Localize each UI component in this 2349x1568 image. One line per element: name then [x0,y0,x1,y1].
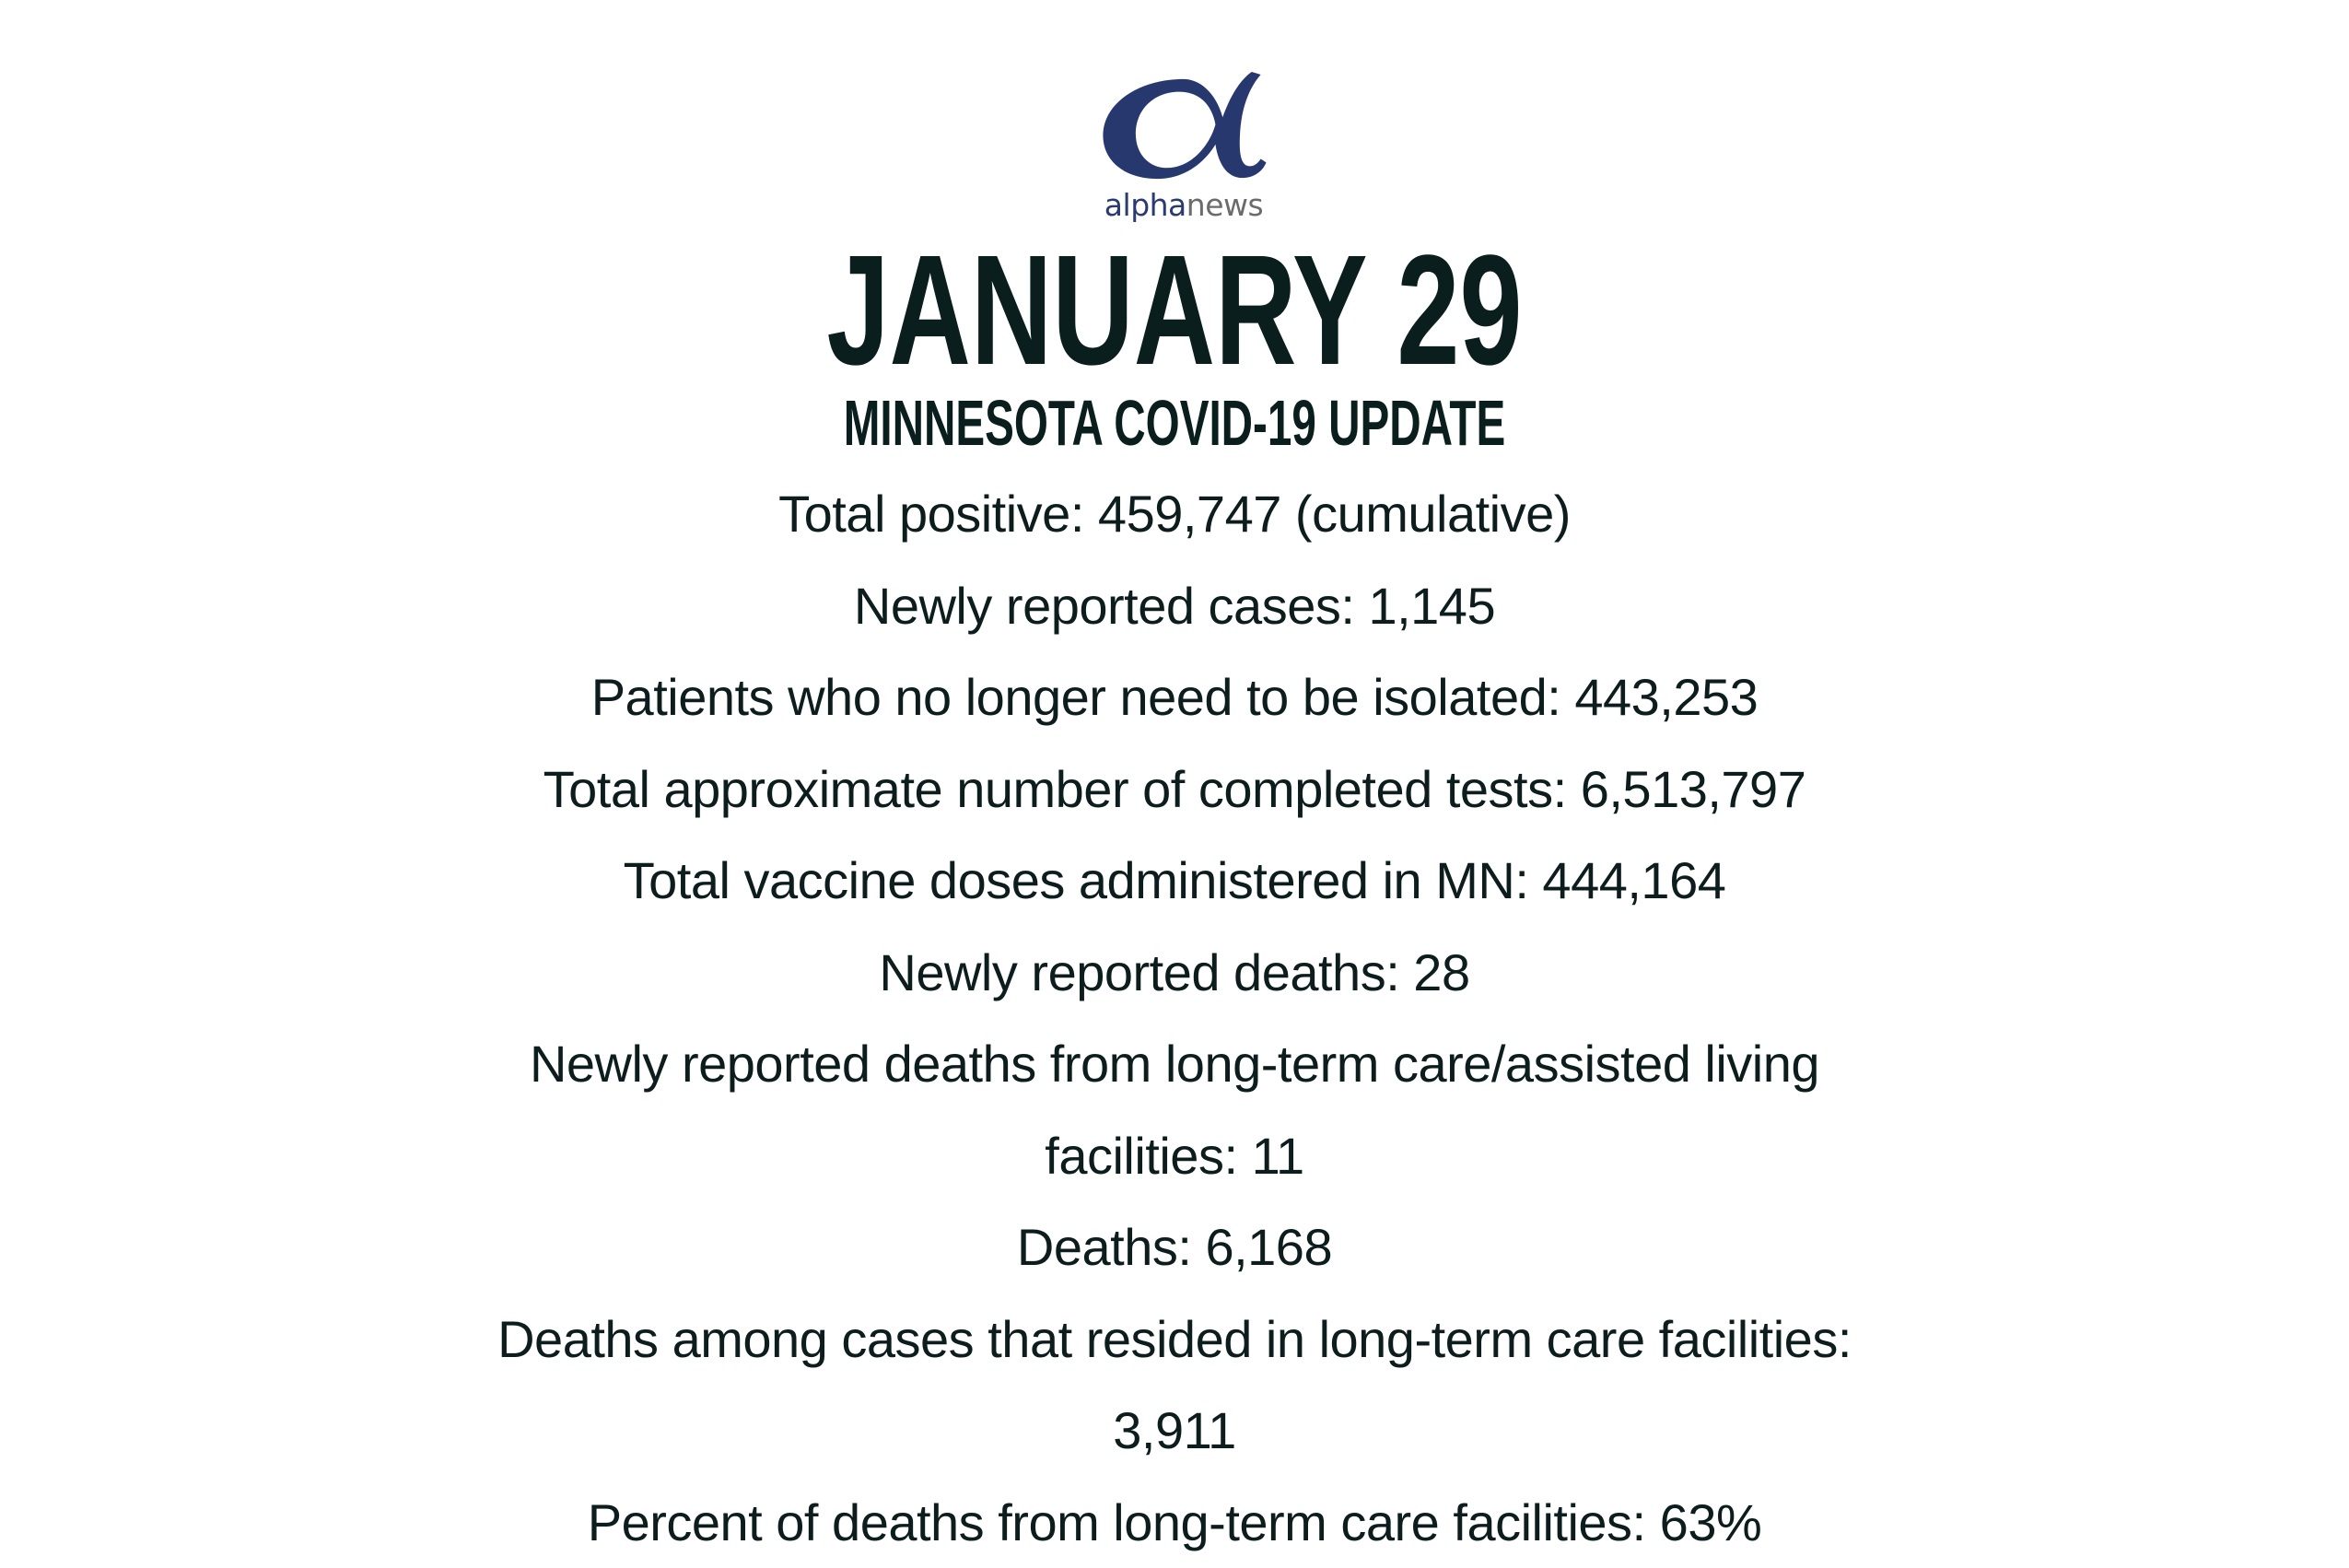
stat-ltc-new-deaths-line1: Newly reported deaths from long-term care/assisted living [0,1018,2349,1110]
stat-total-deaths: Deaths: 6,168 [0,1201,2349,1293]
logo-word-news: news [1186,187,1263,223]
stats-list [0,468,2349,1568]
alpha-logo-icon [1096,72,1271,185]
stat-vaccine-doses: Total vaccine doses administered in MN: 444,164 [0,835,2349,927]
stat-ltc-deaths-line1: Deaths among cases that resided in long-term care facilities: [0,1293,2349,1386]
logo-word-alpha: alpha [1104,187,1186,223]
stat-new-deaths: Newly reported deaths: 28 [0,927,2349,1019]
stat-no-longer-isolated: Patients who no longer need to be isolated: 443,253 [0,651,2349,743]
stat-ltc-percent: Percent of deaths from long-term care facilities: 63% [0,1477,2349,1568]
stat-total-positive: Total positive: 459,747 (cumulative) [0,468,2349,560]
stat-completed-tests: Total approximate number of completed tests: 6,513,797 [0,743,2349,836]
stat-new-cases: Newly reported cases: 1,145 [0,560,2349,652]
date-heading: JANUARY 29 [329,241,2020,380]
logo-wordmark [1104,187,1263,224]
alphanews-logo [1096,72,1271,224]
update-subtitle: MINNESOTA COVID-19 UPDATE [376,391,1973,455]
stat-ltc-new-deaths-line2: facilities: 11 [0,1110,2349,1202]
stat-ltc-deaths-line2: 3,911 [0,1385,2349,1477]
